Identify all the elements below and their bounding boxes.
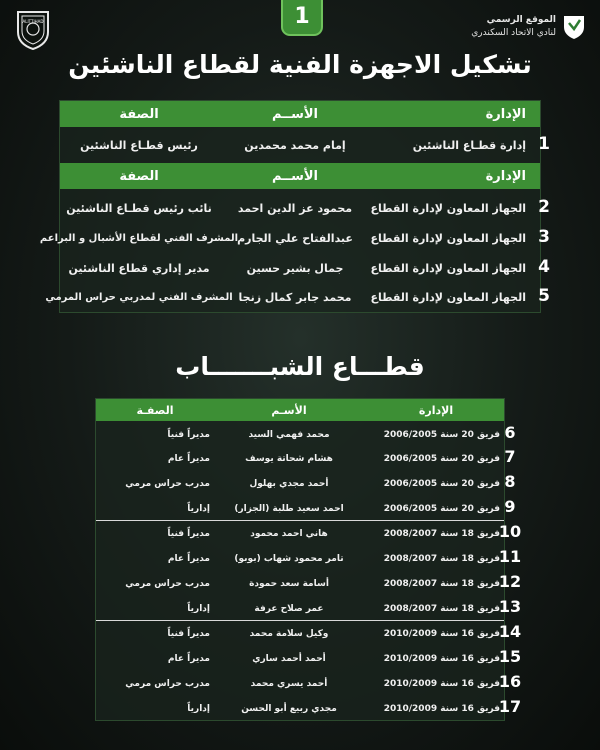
row-number: 14 (498, 622, 522, 641)
row-number: 5 (538, 286, 550, 306)
page-title: تشكيل الاجهزة الفنية لقطاع الناشئين (68, 50, 532, 79)
logo-line-1: الموقع الرسمي (486, 15, 556, 25)
cell-management: إدارة قطـاع الناشئين (412, 138, 526, 152)
header-name: الأسـم (271, 403, 307, 417)
cell-role: مدير إداري قطاع الناشئين (68, 261, 210, 275)
row-number: 1 (538, 134, 550, 154)
row-number: 16 (498, 672, 522, 691)
header-name: الأســم (272, 106, 319, 122)
cell-name: محمود عز الدين احمد (237, 201, 353, 215)
youth-staff-table (95, 398, 505, 721)
group-divider (96, 520, 504, 521)
header-role: الصفة (119, 106, 159, 122)
row-number: 8 (504, 472, 516, 491)
cell-management: فريق 16 سنة 2010/2009 (383, 629, 500, 639)
cell-role: مديراً عام (167, 554, 210, 564)
cell-role: مديراً فنياً (167, 529, 210, 539)
table-row (96, 647, 504, 671)
cell-name: هشام شحاتة يوسف (245, 454, 333, 464)
cell-role: مدرب حراس مرمي (125, 579, 210, 589)
page-number-badge: 1 (281, 0, 323, 36)
row-number: 13 (498, 597, 522, 616)
table-row (60, 131, 540, 159)
table-header (60, 101, 540, 127)
cell-name: مجدي ربيع أبو الحسن (241, 704, 337, 714)
table-row (96, 597, 504, 621)
cell-name: عمر صلاح عرفة (254, 604, 324, 614)
cell-role: مدرب حراس مرمي (125, 479, 210, 489)
header-name: الأســم (272, 168, 319, 184)
cell-role: مديراً عام (167, 454, 210, 464)
cell-name: أحمد يسري محمد (250, 679, 328, 689)
cell-management: الجهاز المعاون لإدارة القطاع (370, 201, 526, 215)
cell-name: عبدالفتاح علي الجارم (237, 231, 353, 245)
cell-role: إدارياً (187, 604, 210, 614)
cell-management: فريق 20 سنة 2006/2005 (383, 430, 500, 440)
table-row (96, 447, 504, 471)
table-row (96, 423, 504, 447)
table-row (96, 697, 504, 721)
cell-role: إدارياً (187, 504, 210, 514)
cell-role: مدرب حراس مرمي (125, 679, 210, 689)
cell-management: فريق 16 سنة 2010/2009 (383, 704, 500, 714)
header-role: الصفـة (136, 403, 174, 417)
cell-role: مديراً فنياً (167, 430, 210, 440)
cell-management: الجهاز المعاون لإدارة القطاع (370, 261, 526, 275)
club-crest-logo (14, 8, 52, 50)
cell-name: جمال بشير حسين (246, 261, 344, 275)
header-role: الصفة (119, 168, 159, 184)
table-row (96, 497, 504, 521)
row-number: 7 (504, 447, 516, 466)
row-number: 6 (504, 423, 516, 442)
cell-management: فريق 20 سنة 2006/2005 (383, 504, 500, 514)
shield-icon (562, 14, 586, 40)
cell-management: الجهاز المعاون لإدارة القطاع (370, 290, 526, 304)
cell-name: هاني احمد محمود (250, 529, 328, 539)
group-divider (96, 620, 504, 621)
cell-management: فريق 16 سنة 2010/2009 (383, 654, 500, 664)
cell-management: فريق 16 سنة 2010/2009 (383, 679, 500, 689)
table-row (96, 622, 504, 646)
cell-management: فريق 18 سنة 2008/2007 (383, 529, 500, 539)
cell-management: فريق 20 سنة 2006/2005 (383, 479, 500, 489)
row-number: 2 (538, 197, 550, 217)
cell-role: نائب رئيس قطـاع الناشئين (66, 201, 212, 215)
table-row (45, 283, 540, 311)
table-header (96, 399, 504, 421)
cell-name: أحمد مجدي بهلول (249, 479, 329, 489)
row-number: 11 (498, 547, 522, 566)
cell-name: محمد جابر كمال زنجا (238, 290, 352, 304)
row-number: 17 (498, 697, 522, 716)
table-header (60, 163, 540, 189)
row-number: 9 (504, 497, 516, 516)
row-number: 4 (538, 257, 550, 277)
youth-section-title: قطـــاع الشبـــــــاب (175, 352, 425, 381)
cell-name: احمد سعيد طلبة (الجزار) (234, 504, 344, 514)
header-management: الإدارة (418, 403, 454, 417)
header-management: الإدارة (485, 168, 526, 184)
logo-line-2: لنادي الاتحاد السكندري (471, 28, 556, 38)
table-row (96, 547, 504, 571)
table-row (39, 224, 540, 252)
official-site-logo (456, 10, 586, 46)
row-number: 15 (498, 647, 522, 666)
row-number: 12 (498, 572, 522, 591)
table-row (60, 194, 540, 222)
cell-management: فريق 18 سنة 2008/2007 (383, 554, 500, 564)
row-number: 3 (538, 227, 550, 247)
table-row (96, 522, 504, 546)
cell-management: فريق 18 سنة 2008/2007 (383, 579, 500, 589)
cell-name: أسامة سعد حمودة (249, 579, 329, 589)
cell-role: المشرف الفني لقطاع الأشبال و البراعم (39, 232, 239, 244)
cell-role: مديراً فنياً (167, 629, 210, 639)
cell-name: تامر محمود شهاب (بوبو) (234, 554, 344, 564)
juniors-staff-table (39, 100, 541, 313)
cell-role: المشرف الفني لمدربي حراس المرمي (45, 291, 233, 303)
cell-management: الجهاز المعاون لإدارة القطاع (370, 231, 526, 245)
cell-name: محمد فهمي السيد (248, 430, 330, 440)
cell-role: رئيس قطـاع الناشئين (80, 138, 198, 152)
cell-name: إمام محمد محمدين (244, 138, 346, 152)
table-row (96, 472, 504, 496)
cell-role: مديراً عام (167, 654, 210, 664)
header-management: الإدارة (485, 106, 526, 122)
table-row (96, 672, 504, 696)
cell-management: فريق 18 سنة 2008/2007 (383, 604, 500, 614)
cell-name: وكيل سلامة محمد (249, 629, 329, 639)
cell-name: أحمد أحمد ساري (252, 654, 326, 664)
crest-text: ALITTIHAD (22, 19, 44, 24)
table-row (96, 572, 504, 596)
cell-management: فريق 20 سنة 2006/2005 (383, 454, 500, 464)
cell-role: إدارياً (187, 704, 210, 714)
row-number: 10 (498, 522, 522, 541)
table-row (60, 254, 540, 282)
